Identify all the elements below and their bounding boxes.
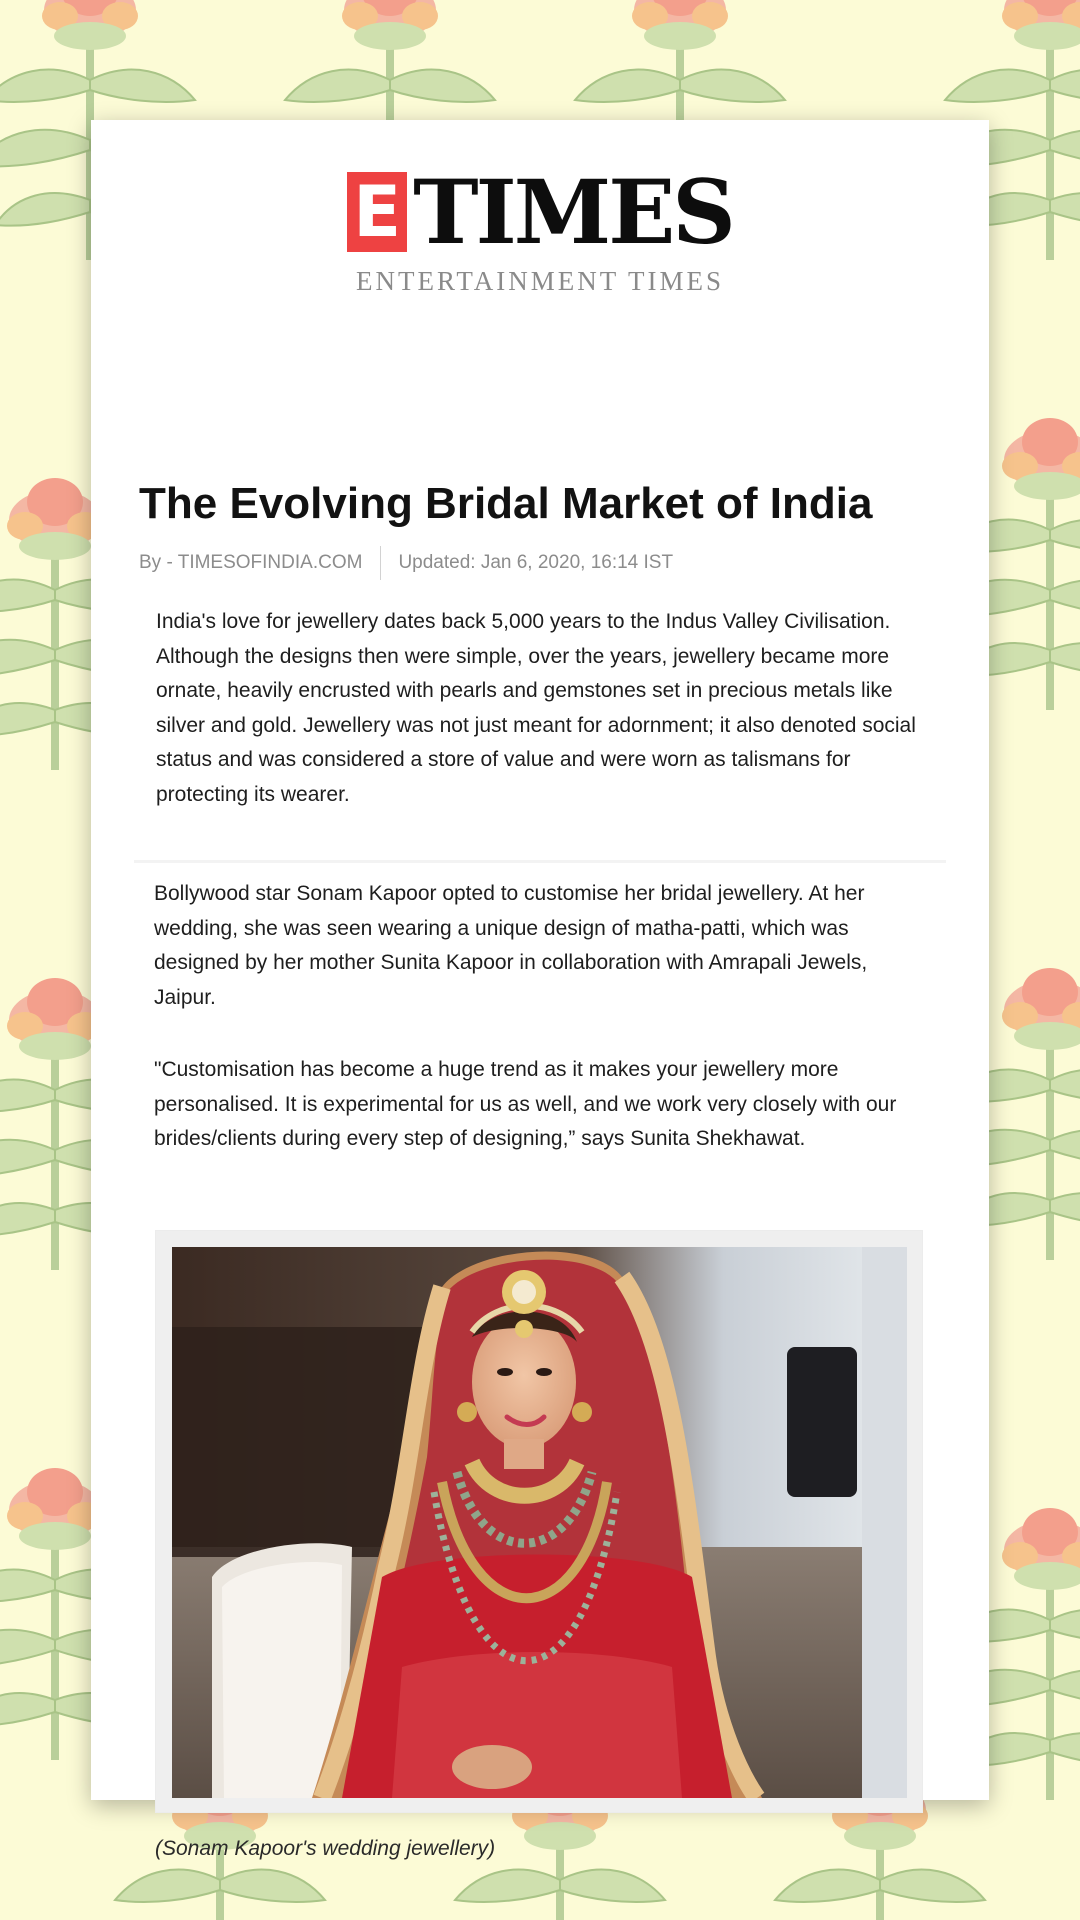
article-paragraph: India's love for jewellery dates back 5,000 years to the Indus Valley Civilisation. Although the designs then were simple, over the years, jewellery became more ornate, heavily encrusted with pearls and gemstones set in precious metals like silver and gold. Jewellery was not just meant for adornment; it also denoted social status and was considered a store of value and were worn as talismans for protecting its wearer. — [156, 610, 916, 806]
image-caption: (Sonam Kapoor's wedding jewellery) — [155, 1837, 496, 1860]
article-image-frame — [155, 1230, 923, 1813]
logo-letter-badge: E — [347, 172, 407, 252]
article-paragraph: Bollywood star Sonam Kapoor opted to customise her bridal jewellery. At her wedding, she was seen wearing a unique design of matha-patti, which was designed by her mother Sunita Kapoor in collaboration with Amrapali Jewels, Jaipur. — [154, 882, 868, 1009]
article-card — [91, 120, 989, 1860]
logo-tagline: ENTERTAINMENT TIMES — [356, 266, 724, 296]
bride-photo[interactable] — [172, 1247, 907, 1798]
article-updated-timestamp: Updated: Jan 6, 2020, 16:14 IST — [398, 552, 674, 573]
logo-wordmark — [91, 160, 989, 264]
article-title: The Evolving Bridal Market of India — [139, 479, 873, 528]
article-byline[interactable]: By - TIMESOFINDIA.COM — [139, 552, 363, 573]
article-paragraph: "Customisation has become a huge trend as it makes your jewellery more personalised. It is experimental for us as well, and we work very closely with our brides/clients during every step of designing,” says Sunita Shekhawat. — [154, 1058, 897, 1151]
article-meta — [139, 546, 673, 580]
section-divider — [134, 860, 946, 863]
etimes-logo[interactable] — [91, 160, 989, 300]
logo-word: TIMES — [413, 160, 733, 264]
meta-divider — [380, 546, 381, 580]
